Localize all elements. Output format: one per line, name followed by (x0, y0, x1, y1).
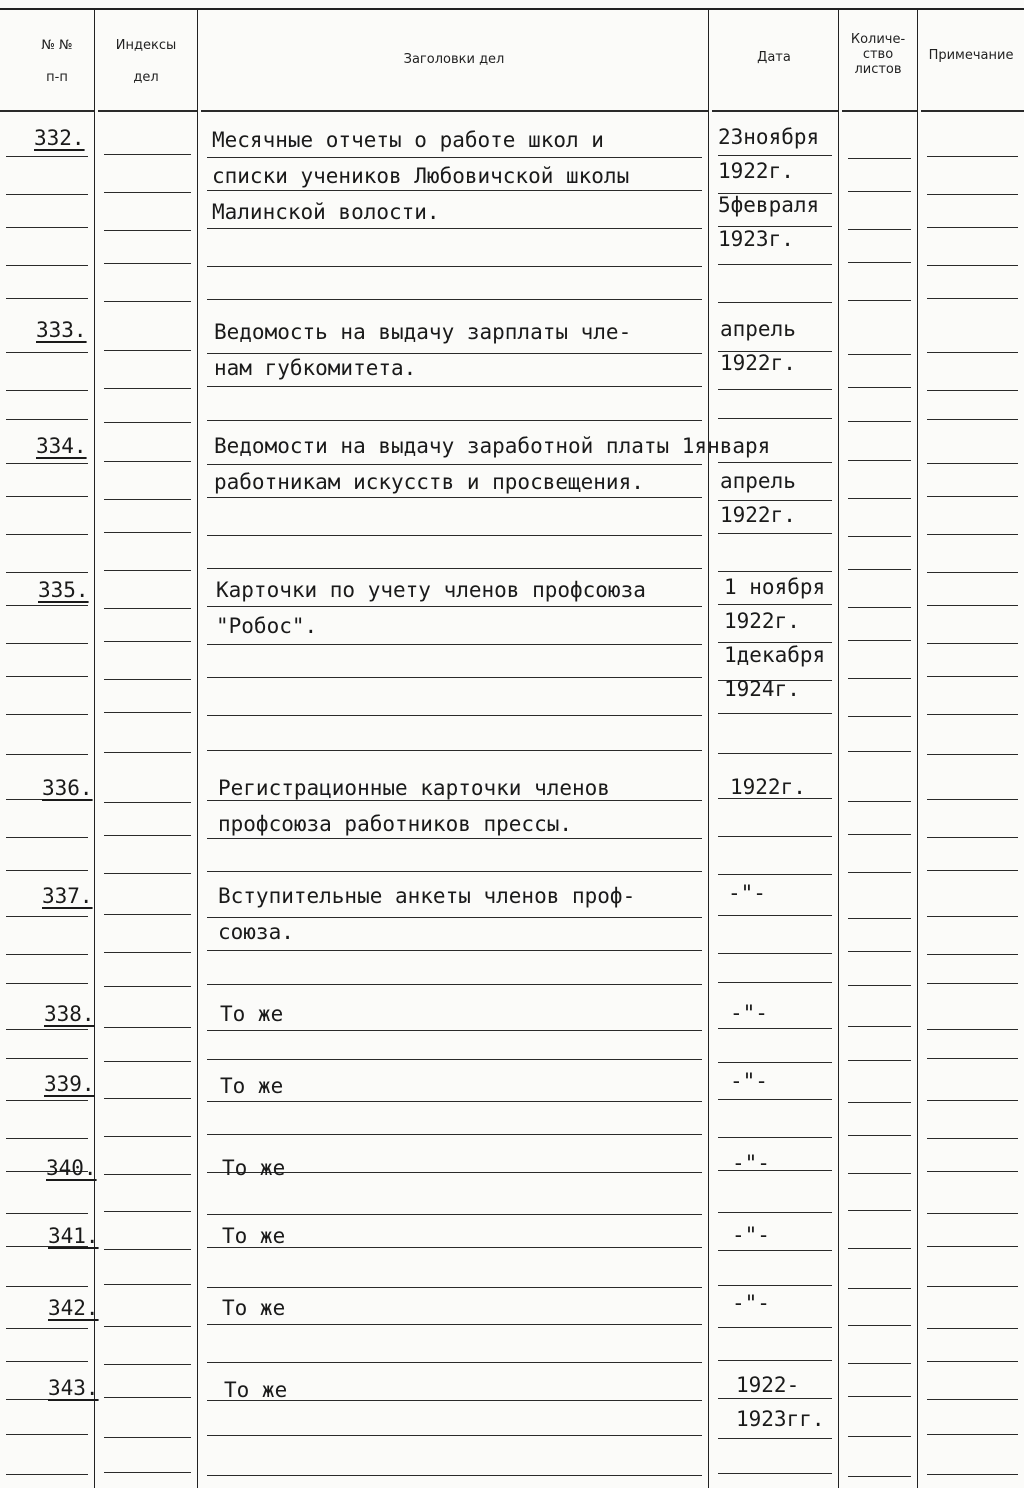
ruled-line (6, 1361, 88, 1362)
ruled-line (6, 1058, 88, 1059)
ruled-line (718, 713, 832, 714)
ruled-line (927, 870, 1018, 871)
ruled-line (207, 1059, 702, 1060)
ruled-line (207, 299, 702, 300)
header-index (98, 38, 194, 86)
ruled-line (927, 605, 1018, 606)
ruled-line (104, 1136, 191, 1137)
ruled-line (6, 496, 88, 497)
ruled-line (104, 1364, 191, 1365)
ruled-line (6, 227, 88, 228)
header-index-line2: дел (133, 70, 159, 85)
entry-number: 341. (48, 1224, 99, 1248)
ruled-line (718, 533, 832, 534)
ruled-line (207, 1475, 702, 1476)
entry-number: 336. (42, 776, 93, 800)
ruled-line (718, 1473, 832, 1474)
ruled-line (104, 570, 191, 571)
ruled-line (927, 1058, 1018, 1059)
ruled-line (927, 194, 1018, 195)
ruled-line (927, 983, 1018, 984)
ruled-line (848, 262, 911, 263)
ruled-line (104, 388, 191, 389)
ruled-line (0, 110, 94, 112)
header-note: Примечание (928, 48, 1014, 63)
ruled-line (6, 1100, 88, 1101)
ruled-line (207, 871, 702, 872)
ruled-line (718, 302, 832, 303)
ruled-line (718, 1137, 832, 1138)
column-rule (917, 8, 918, 1488)
ruled-line (718, 836, 832, 837)
ruled-line (6, 572, 88, 573)
ruled-line (6, 352, 88, 353)
ruled-line (207, 568, 702, 569)
ruled-line (848, 716, 911, 717)
ruled-line (848, 229, 911, 230)
ruled-line (718, 874, 832, 875)
entry-date: 23ноября 1922г. 5февраля 1923г. (718, 125, 820, 251)
ruled-line (104, 154, 191, 155)
top-border (0, 8, 1024, 10)
ruled-line (207, 535, 702, 536)
ruled-line (718, 1099, 832, 1100)
entry-number: 334. (36, 434, 87, 458)
ruled-line (927, 390, 1018, 391)
ruled-line (848, 872, 911, 873)
ruled-line (104, 1211, 191, 1212)
ruled-line (104, 1284, 191, 1285)
ruled-line (848, 387, 911, 388)
ruled-line (718, 418, 832, 419)
entry-title: То же (220, 1074, 284, 1098)
ruled-line (848, 1436, 911, 1437)
ruled-line (718, 389, 832, 390)
ruled-line (104, 802, 191, 803)
ruled-line (104, 608, 191, 609)
ruled-line (207, 715, 702, 716)
ruled-line (104, 712, 191, 713)
entry-number: 332. (34, 126, 85, 150)
entry-title: То же (222, 1296, 286, 1320)
ruled-line (848, 1363, 911, 1364)
ruled-line (848, 421, 911, 422)
ruled-line (848, 158, 911, 159)
ruled-line (104, 835, 191, 836)
ruled-line (927, 1434, 1018, 1435)
ruled-line (927, 1328, 1018, 1329)
ruled-line (6, 643, 88, 644)
ruled-line (848, 801, 911, 802)
ruled-line (927, 1100, 1018, 1101)
ruled-line (718, 1062, 832, 1063)
ruled-line (848, 607, 911, 608)
ruled-line (927, 1361, 1018, 1362)
ruled-line (207, 750, 702, 751)
ruled-line (927, 714, 1018, 715)
ruled-line (848, 985, 911, 986)
ruled-line (848, 354, 911, 355)
ruled-line (104, 1249, 191, 1250)
ruled-line (6, 1029, 88, 1030)
entry-title: Месячные отчеты о работе школ и списки учеников Любовичской школы Малинской волости. (212, 128, 630, 224)
ruled-line (207, 984, 702, 985)
ruled-line (6, 1328, 88, 1329)
ruled-line (927, 227, 1018, 228)
ruled-line (718, 1438, 832, 1439)
ruled-line (6, 1286, 88, 1287)
ruled-line (6, 1213, 88, 1214)
ruled-line (927, 1171, 1018, 1172)
entry-date: 1 ноября 1922г. 1декабря 1924г. (724, 575, 826, 701)
ruled-line (6, 676, 88, 677)
ruled-line (927, 1399, 1018, 1400)
ruled-line (848, 1026, 911, 1027)
entry-title: Ведомость на выдачу зарплаты чле- нам губкомитета. (214, 320, 632, 380)
ruled-line (718, 264, 832, 265)
entry-number: 339. (44, 1072, 95, 1096)
entry-date: апрель 1922г. (720, 317, 796, 375)
ruled-line (927, 1029, 1018, 1030)
ruled-line (927, 954, 1018, 955)
column-rule (197, 8, 198, 1488)
ruled-line (6, 754, 88, 755)
ruled-line (848, 1288, 911, 1289)
ruled-line (207, 644, 702, 645)
ruled-line (104, 1397, 191, 1398)
ruled-line (104, 952, 191, 953)
entry-number: 343. (48, 1376, 99, 1400)
entry-date: апрель 1922г. (720, 469, 796, 527)
ruled-line (104, 532, 191, 533)
ruled-line (927, 156, 1018, 157)
entry-date: -"- (730, 1001, 768, 1025)
ruled-line (718, 1212, 832, 1213)
ruled-line (6, 463, 88, 464)
ruled-line (927, 799, 1018, 800)
column-rule (708, 8, 709, 1488)
entry-number: 342. (48, 1296, 99, 1320)
ruled-line (207, 950, 702, 951)
ruled-line (207, 266, 702, 267)
ruled-line (927, 1138, 1018, 1139)
ruled-line (927, 1474, 1018, 1475)
ruled-line (848, 1248, 911, 1249)
ruled-line (6, 983, 88, 984)
ruled-line (6, 419, 88, 420)
ruled-line (104, 1437, 191, 1438)
ruled-line (848, 1396, 911, 1397)
ruled-line (848, 1325, 911, 1326)
ruled-line (927, 463, 1018, 464)
ruled-line (718, 753, 832, 754)
header-num-line2: п-п (46, 70, 68, 85)
entry-date: 1922- 1923гг. (736, 1373, 825, 1431)
ruled-line (201, 110, 708, 112)
ruled-line (104, 263, 191, 264)
ruled-line (927, 754, 1018, 755)
ruled-line (207, 1214, 702, 1215)
ruled-line (6, 298, 88, 299)
entry-number: 333. (36, 318, 87, 342)
ruled-line (921, 110, 1024, 112)
header-title: Заголовки дел (403, 52, 505, 67)
entry-title: То же (222, 1224, 286, 1248)
ruled-line (842, 110, 917, 112)
entry-number: 335. (38, 578, 89, 602)
ruled-line (104, 1098, 191, 1099)
header-index-line1: Индексы (115, 38, 177, 53)
entry-date: -"- (732, 1223, 770, 1247)
ruled-line (104, 1326, 191, 1327)
ruled-line (718, 953, 832, 954)
ruled-line (712, 110, 838, 112)
ruled-line (104, 230, 191, 231)
ruled-line (207, 1287, 702, 1288)
ruled-line (927, 496, 1018, 497)
ruled-line (848, 1173, 911, 1174)
ruled-line (848, 751, 911, 752)
entry-title: Ведомости на выдачу заработной платы 1января работникам искусств и просвещения. (214, 434, 771, 494)
ruled-line (927, 534, 1018, 535)
header-num-line1: № № (41, 38, 73, 53)
entry-date: -"- (730, 1069, 768, 1093)
ruled-line (207, 1134, 702, 1135)
ruled-line (6, 1474, 88, 1475)
ruled-line (848, 300, 911, 301)
ruled-line (104, 679, 191, 680)
entry-date: -"- (728, 881, 766, 905)
entry-number: 337. (42, 884, 93, 908)
entry-date: -"- (732, 1151, 770, 1175)
ruled-line (104, 914, 191, 915)
entry-title: То же (222, 1156, 286, 1180)
entry-title: Регистрационные карточки членов профсоюза работников прессы. (218, 776, 610, 836)
ruled-line (848, 460, 911, 461)
entry-number: 338. (44, 1002, 95, 1026)
ruled-line (848, 640, 911, 641)
ruled-line (6, 916, 88, 917)
ruled-line (6, 714, 88, 715)
ruled-line (6, 870, 88, 871)
ruled-line (104, 1174, 191, 1175)
ruled-line (207, 1362, 702, 1363)
ruled-line (718, 982, 832, 983)
ruled-line (207, 1435, 702, 1436)
ruled-line (927, 676, 1018, 677)
entry-title: Карточки по учету членов профсоюза "Робос". (216, 578, 646, 638)
ruled-line (927, 643, 1018, 644)
ruled-line (6, 156, 88, 157)
ruled-line (104, 641, 191, 642)
ruled-line (207, 420, 702, 421)
entry-title: То же (220, 1002, 284, 1026)
ruled-line (104, 461, 191, 462)
ruled-line (848, 1060, 911, 1061)
ruled-line (927, 1213, 1018, 1214)
column-rule (838, 8, 839, 1488)
ruled-line (848, 678, 911, 679)
ruled-line (104, 1472, 191, 1473)
ruled-line (927, 352, 1018, 353)
ruled-line (6, 837, 88, 838)
ruled-line (6, 265, 88, 266)
ruled-line (718, 915, 832, 916)
ruled-line (718, 1360, 832, 1361)
ruled-line (927, 572, 1018, 573)
ruled-line (927, 1286, 1018, 1287)
ruled-line (6, 390, 88, 391)
ruled-line (104, 986, 191, 987)
ruled-line (848, 569, 911, 570)
header-date: Дата (757, 50, 791, 65)
ruled-line (207, 386, 702, 387)
entry-date: -"- (732, 1291, 770, 1315)
ruled-line (848, 951, 911, 952)
ruled-line (6, 1434, 88, 1435)
ruled-line (6, 605, 88, 606)
ruled-line (104, 1061, 191, 1062)
ruled-line (848, 1135, 911, 1136)
ruled-line (6, 534, 88, 535)
ruled-line (104, 350, 191, 351)
ruled-line (104, 301, 191, 302)
ruled-line (104, 1027, 191, 1028)
entry-title: Вступительные анкеты членов проф- союза. (218, 884, 636, 944)
ruled-line (927, 419, 1018, 420)
ruled-line (207, 677, 702, 678)
ruled-line (848, 1210, 911, 1211)
ruled-line (848, 834, 911, 835)
ruled-line (848, 918, 911, 919)
ruled-line (6, 194, 88, 195)
column-rule (94, 8, 95, 1488)
ruled-line (104, 873, 191, 874)
ruled-line (848, 191, 911, 192)
ruled-line (718, 1327, 832, 1328)
ruled-line (104, 752, 191, 753)
entry-date: 1922г. (730, 775, 806, 799)
ruled-line (104, 192, 191, 193)
ruled-line (104, 499, 191, 500)
ruled-line (927, 298, 1018, 299)
ruled-line (104, 422, 191, 423)
ruled-line (848, 1102, 911, 1103)
ruled-line (848, 1476, 911, 1477)
ruled-line (98, 110, 197, 112)
entry-number: 340. (46, 1156, 97, 1180)
entry-title: То же (224, 1378, 288, 1402)
ruled-line (848, 536, 911, 537)
ruled-line (927, 837, 1018, 838)
ruled-line (6, 954, 88, 955)
ruled-line (927, 1246, 1018, 1247)
ruled-line (848, 498, 911, 499)
ruled-line (927, 916, 1018, 917)
header-sheets: Количе- ство листов (850, 32, 906, 77)
header-num (22, 38, 92, 86)
ruled-line (927, 265, 1018, 266)
ruled-line (6, 1138, 88, 1139)
